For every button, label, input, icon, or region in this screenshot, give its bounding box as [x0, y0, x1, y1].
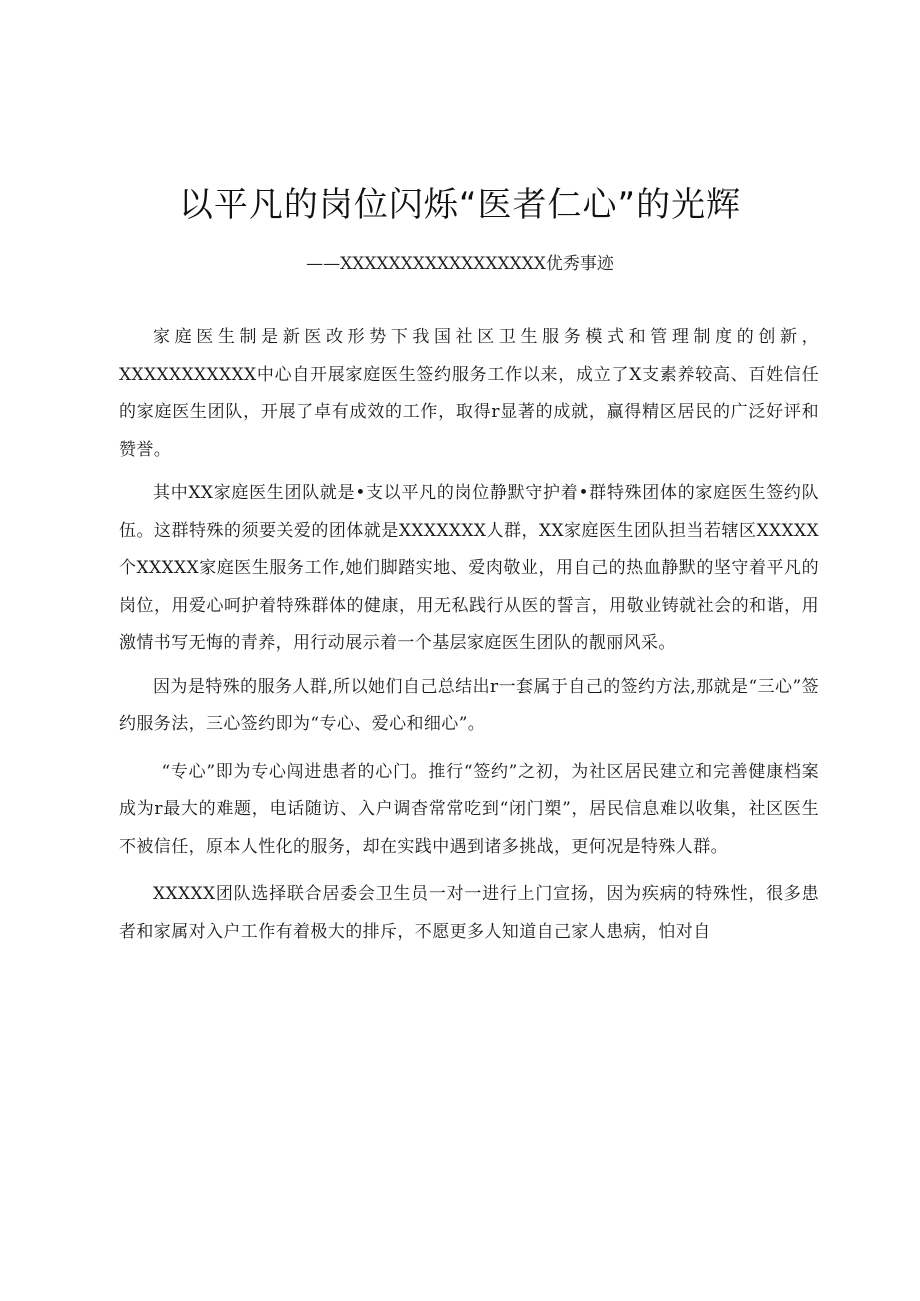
paragraph-three-hearts: 因为是特殊的服务人群,所以她们自己总结出r一套属于自己的签约方法,那就是“三心”签约服务法，三心签约即为“专心、爱心和细心”。 — [119, 676, 819, 734]
document-title: 以平凡的岗位闪烁“医者仁心”的光辉 — [178, 185, 742, 225]
paragraph-team: 其中XX家庭医生团队就是•支以平凡的岗位静默守护着•群特殊团体的家庭医生签约队伍。这群特殊的须要关爱的团体就是XXXXXXX人群，XX家庭医生团队担当若辖区XXXXX个XXXXX家庭医生服务工作,她们脚踏实地、爱肉敬业，用自己的热血静默的坚守着平凡的岗位，用爱心呵护着特殊群体的健康，用无私践行从医的誓言，用敬业铸就社会的和谐，用激情书写无悔的青养，用行动展示着一个基层家庭医生团队的靓丽风采。 — [119, 483, 819, 653]
paragraph-intro: 家庭医生制是新医改形势下我国社区卫生服务模式和管理制度的创新，XXXXXXXXXXX中心自开展家庭医生签约服务工作以来，成立了X支素养较高、百姓信任的家庭医生团队，开展了卓有成效的工作，取得r显著的成就，赢得精区居民的广泛好评和赞誉。 — [119, 327, 819, 460]
paragraph-outreach: XXXXX团队选择联合居委会卫生员一对一进行上门宣扬，因为疾病的特殊性，很多患者和家属对入户工作有着极大的排斥，不愿更多人知道自己家人患病，怕对自 — [119, 884, 819, 942]
document-subtitle: ——XXXXXXXXXXXXXXXXX优秀事迹 — [306, 254, 614, 274]
paragraph-dedication: “专心”即为专心闯进患者的心门。推行“签约”之初，为社区居民建立和完善健康档案成为r最大的难题，电话随访、入户调杳常常吃到“闭门槊”，居民信息难以收集，社区医生不被信任，原本人性化的服务，却在实践中遇到诸多挑战，更何况是特殊人群。 — [119, 761, 819, 857]
document-body — [119, 319, 819, 969]
